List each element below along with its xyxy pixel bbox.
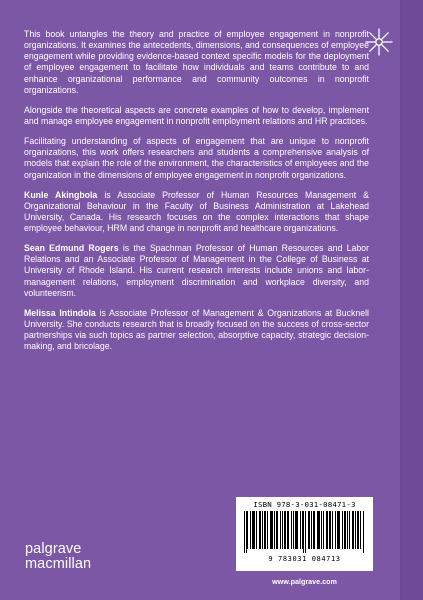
barcode-bar [277, 511, 278, 549]
barcode-digits: 9 783031 084713 [268, 555, 341, 563]
author-bio-text: is Associate Professor of Management & Organizations at Bucknell University. She conducts research that is broadly focused on the success of cross-sector partnerships via such topics as partner selection, absorptive capacity, strategic decision-making, and bricolage. [24, 307, 370, 352]
publisher-name-line1: palgrave [25, 541, 82, 557]
barcode-bar [357, 511, 358, 549]
barcode-bar [355, 511, 356, 549]
barcode-bar [326, 511, 327, 549]
barcode-bar [337, 511, 338, 549]
barcode-bar [321, 511, 322, 549]
barcode-bar [288, 511, 289, 549]
barcode-bar [297, 511, 298, 549]
barcode-bar [291, 511, 292, 549]
author-name: Sean Edmund Rogers [24, 243, 119, 254]
barcode-bar [274, 511, 275, 549]
barcode-bar [303, 511, 304, 553]
barcode-icon [242, 511, 367, 553]
barcode-bar [347, 511, 348, 549]
barcode-bar [345, 511, 346, 549]
blurb-paragraph: Facilitating understanding of aspects of engagement that are unique to nonprofit organizations, this work offers researchers and students a comprehensive analysis of models that explain the role of the environment, the characteristics of employees and the organization in the dimensions of employee engagement in nonprofit organizations. [24, 136, 369, 180]
barcode-bar [271, 511, 272, 549]
publisher-website[interactable]: www.palgrave.com [272, 577, 337, 586]
barcode-bar [317, 511, 318, 549]
barcode-bar [264, 511, 265, 549]
barcode-bar [262, 511, 263, 549]
author-bio-text: is the Spachman Professor of Human Resources and Labor Relations and an Associate Professor of Management in the College of Business at University of Rhode Island. His current research interests include unions and labor-management relations, employment discrimination and workplace diversity, and volunteerism. [24, 243, 369, 298]
barcode-bar [250, 511, 251, 549]
barcode-bar [293, 511, 294, 549]
barcode-bar [296, 511, 297, 549]
blurb-paragraph: This book untangles the theory and practice of employee engagement in nonprofit organizations. It examines the antecedents, dimensions, and consequences of employee engagement while providing evidence-based context specific models for the deployment of employee engagement to facilitate how individuals and teams contribute to and enhance organizational performance and community outcomes in nonprofit organizations. [24, 29, 369, 95]
barcode-bar [344, 511, 345, 549]
author-bio-text: is Associate Professor of Human Resources Management & Organizational Behaviour in the Faculty of Business Administration at Lakehead University, Canada. His research focuses on the complex interactions that shape employee behaviour, HRM and change in nonprofit and healthcare organizations. [24, 189, 369, 234]
barcode-bar [309, 511, 310, 549]
barcode-bar [282, 511, 283, 549]
barcode-bar [285, 511, 286, 549]
barcode-bar [252, 511, 253, 549]
publisher-logo [25, 542, 145, 572]
barcode-bar [327, 511, 328, 549]
barcode-bar [353, 511, 354, 549]
barcode-bar [349, 511, 350, 549]
barcode-bar [270, 511, 271, 549]
barcode-bar [280, 511, 281, 549]
barcode-bar [254, 511, 255, 549]
barcode-bar [260, 511, 261, 549]
barcode-bar [352, 511, 353, 549]
barcode-bar [363, 511, 364, 553]
barcode-bar [267, 511, 268, 549]
barcode-bar [256, 511, 257, 549]
barcode-bar [295, 511, 296, 549]
barcode-bar [253, 511, 254, 549]
publisher-name-line2: macmillan [25, 556, 92, 572]
barcode-bar [302, 511, 303, 549]
isbn-text: ISBN 978-3-031-08471-3 [253, 500, 356, 509]
author-bio [24, 243, 369, 299]
blurb-paragraph: Alongside the theoretical aspects are concrete examples of how to develop, implement and manage employee engagement in nonprofit employment relations and HR practices. [24, 104, 369, 126]
barcode-bar [332, 511, 333, 549]
barcode-bar [338, 511, 339, 549]
barcode-bar [276, 511, 277, 549]
barcode-bar [358, 511, 359, 549]
author-name: Kunle Akingbola [24, 189, 98, 200]
barcode-bar [330, 511, 331, 549]
barcode-bar [300, 511, 301, 549]
barcode-bar [319, 511, 320, 549]
back-cover-text [24, 29, 369, 361]
barcode-bar [313, 511, 314, 549]
barcode-bar [259, 511, 260, 549]
barcode-bar [265, 511, 266, 549]
barcode-bar [360, 511, 361, 549]
barcode-bar [244, 511, 245, 553]
barcode-bar [284, 511, 285, 549]
author-bio [24, 190, 369, 235]
barcode-bar [335, 511, 336, 549]
author-bio [24, 308, 369, 353]
barcode-bar [287, 511, 288, 549]
barcode-bar [323, 511, 324, 549]
barcode-bar [342, 511, 343, 549]
barcode-bar [272, 511, 273, 549]
barcode-bar [318, 511, 319, 549]
barcode-bar [314, 511, 315, 549]
barcode-bar [308, 511, 309, 549]
barcode-bar [339, 511, 340, 549]
spine-edge [401, 0, 423, 600]
barcode-bar [246, 511, 247, 553]
barcode-bar [305, 511, 306, 553]
author-name: Melissa Intindola [24, 307, 96, 318]
barcode-bar [247, 511, 248, 549]
isbn-barcode-box [236, 497, 373, 571]
barcode-bar [311, 511, 312, 549]
barcode-bar [329, 511, 330, 549]
